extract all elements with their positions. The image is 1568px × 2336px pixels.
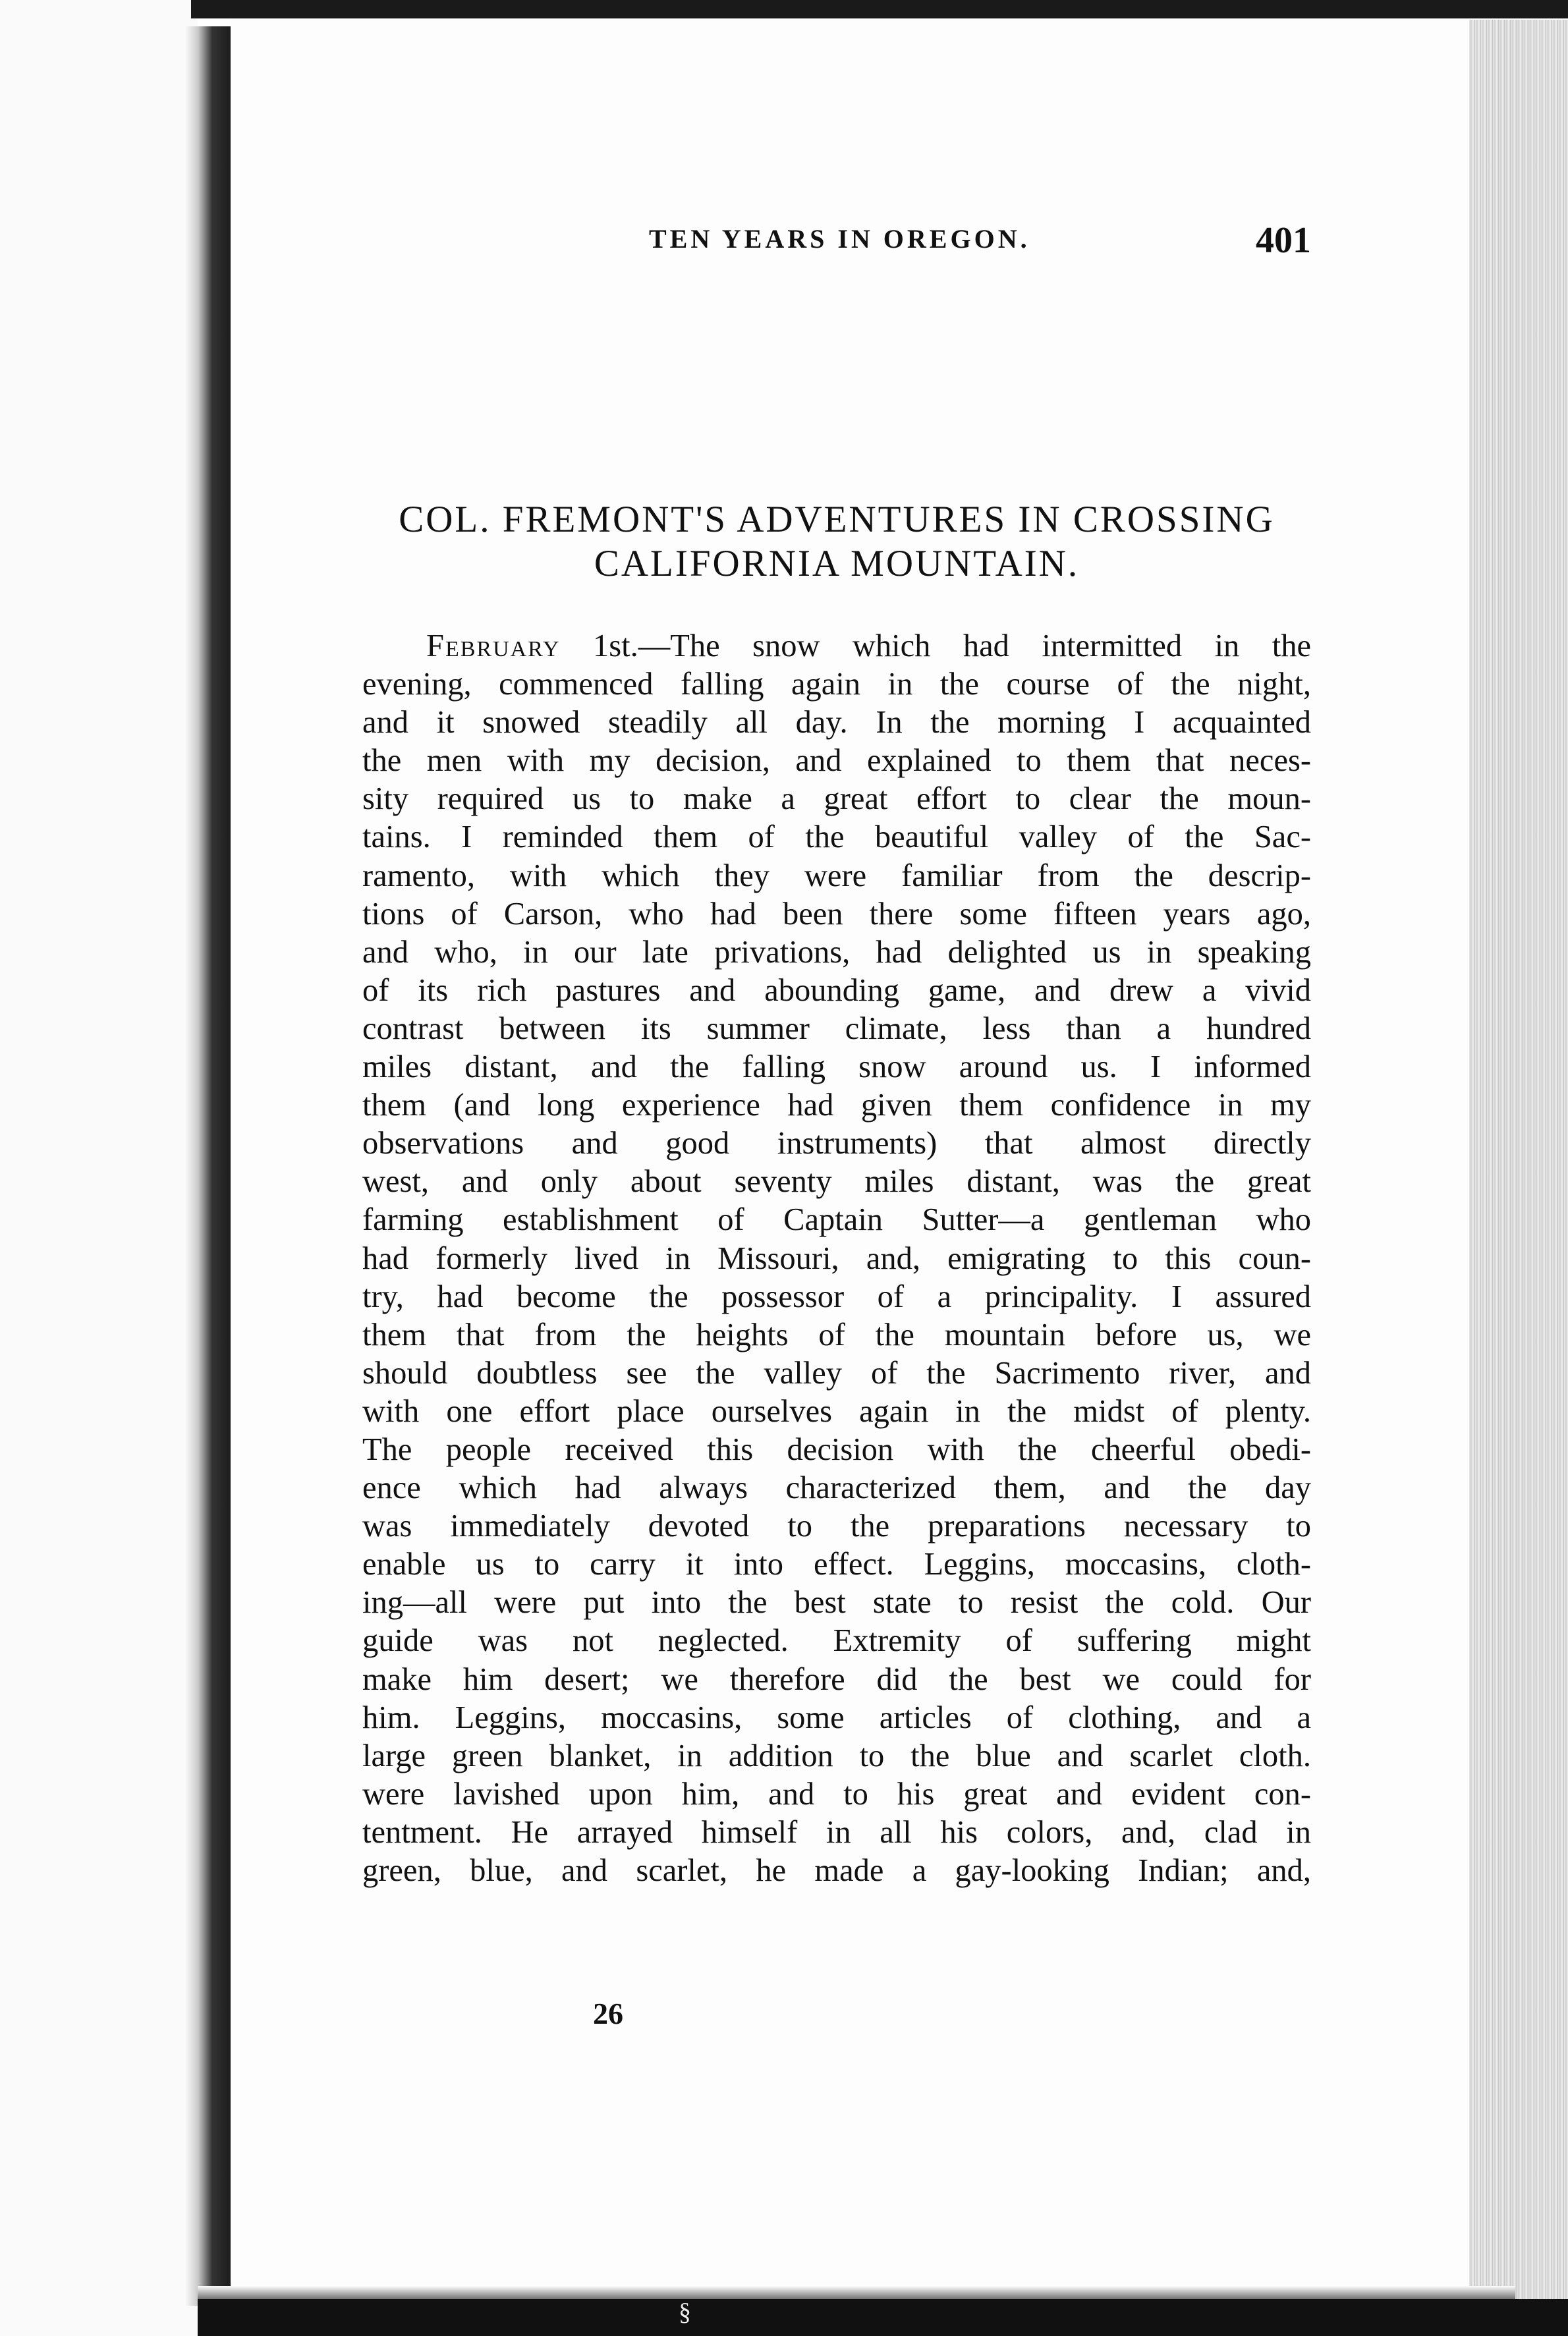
chapter-title-line-2: CALIFORNIA MOUNTAIN. (594, 543, 1080, 584)
bottom-shadow (198, 2299, 1568, 2336)
text-line: ing—all were put into the best state to resist the cold. Our (362, 1585, 1311, 1621)
chapter-title-line-1: COL. FREMONT'S ADVENTURES IN CROSSING (399, 499, 1275, 540)
lead-word: February (426, 628, 561, 663)
text-line: guide was not neglected. Extremity of suffering might (362, 1623, 1311, 1659)
text-line: them that from the heights of the mountain before us, we (362, 1317, 1311, 1352)
body-text (362, 627, 1311, 1890)
page-fore-edge (1469, 20, 1568, 2306)
text-line: large green blanket, in addition to the blue and scarlet cloth. (362, 1738, 1311, 1773)
text-line: evening, commenced falling again in the course of the night, (362, 667, 1311, 702)
text-line: sity required us to make a great effort to clear the moun- (362, 781, 1311, 817)
text-line: had formerly lived in Missouri, and, emigrating to this coun- (362, 1240, 1311, 1276)
text-line: green, blue, and scarlet, he made a gay-looking Indian; and, (362, 1853, 1311, 1888)
text-line: them (and long experience had given them confidence in my (362, 1088, 1311, 1123)
text-line: tions of Carson, who had been there some fifteen years ago, (362, 896, 1311, 932)
text-line: and it snowed steadily all day. In the morning I acquainted (362, 705, 1311, 740)
text-line: ence which had always characterized them, and the day (362, 1470, 1311, 1506)
text-line: try, had become the possessor of a principality. I assured (362, 1279, 1311, 1314)
running-title: TEN YEARS IN OREGON. (649, 224, 1030, 254)
text-line: of its rich pastures and abounding game, and drew a vivid (362, 972, 1311, 1008)
text-line: ramento, with which they were familiar from the descrip- (362, 858, 1311, 893)
text-line: enable us to carry it into effect. Leggins, moccasins, cloth- (362, 1547, 1311, 1582)
running-header (362, 219, 1311, 265)
text-line: west, and only about seventy miles distant, was the great (362, 1164, 1311, 1200)
text-line: the men with my decision, and explained to them that neces- (362, 743, 1311, 779)
text-line: and who, in our late privations, had delighted us in speaking (362, 934, 1311, 970)
text-line: observations and good instruments) that almost directly (362, 1126, 1311, 1161)
text-line: was immediately devoted to the preparations necessary to (362, 1509, 1311, 1544)
text-line: him. Leggins, moccasins, some articles of clothing, and a (362, 1700, 1311, 1735)
chapter-title (362, 497, 1311, 586)
text-line-content: 1st.—The snow which had intermitted in the (560, 628, 1311, 663)
text-line: were lavished upon him, and to his great and evident con- (362, 1776, 1311, 1812)
facing-page-edge (0, 0, 198, 2336)
text-line: contrast between its summer climate, less than a hundred (362, 1011, 1311, 1046)
text-line: The people received this decision with the cheerful obedi- (362, 1432, 1311, 1467)
bottom-mark: § (679, 2298, 691, 2326)
text-line: with one effort place ourselves again in the midst of plenty. (362, 1393, 1311, 1429)
text-line (362, 627, 1311, 665)
top-shadow (191, 0, 1568, 18)
signature-mark: 26 (593, 1997, 623, 2030)
text-line: make him desert; we therefore did the best we could for (362, 1661, 1311, 1697)
book-gutter (184, 26, 231, 2306)
text-line: should doubtless see the valley of the Sacrimento river, and (362, 1355, 1311, 1391)
text-line: miles distant, and the falling snow around us. I informed (362, 1049, 1311, 1085)
text-line: tains. I reminded them of the beautiful valley of the Sac- (362, 820, 1311, 855)
text-line: farming establishment of Captain Sutter—a gentleman who (362, 1202, 1311, 1238)
text-line: tentment. He arrayed himself in all his colors, and, clad in (362, 1814, 1311, 1850)
page-number: 401 (1256, 220, 1311, 261)
